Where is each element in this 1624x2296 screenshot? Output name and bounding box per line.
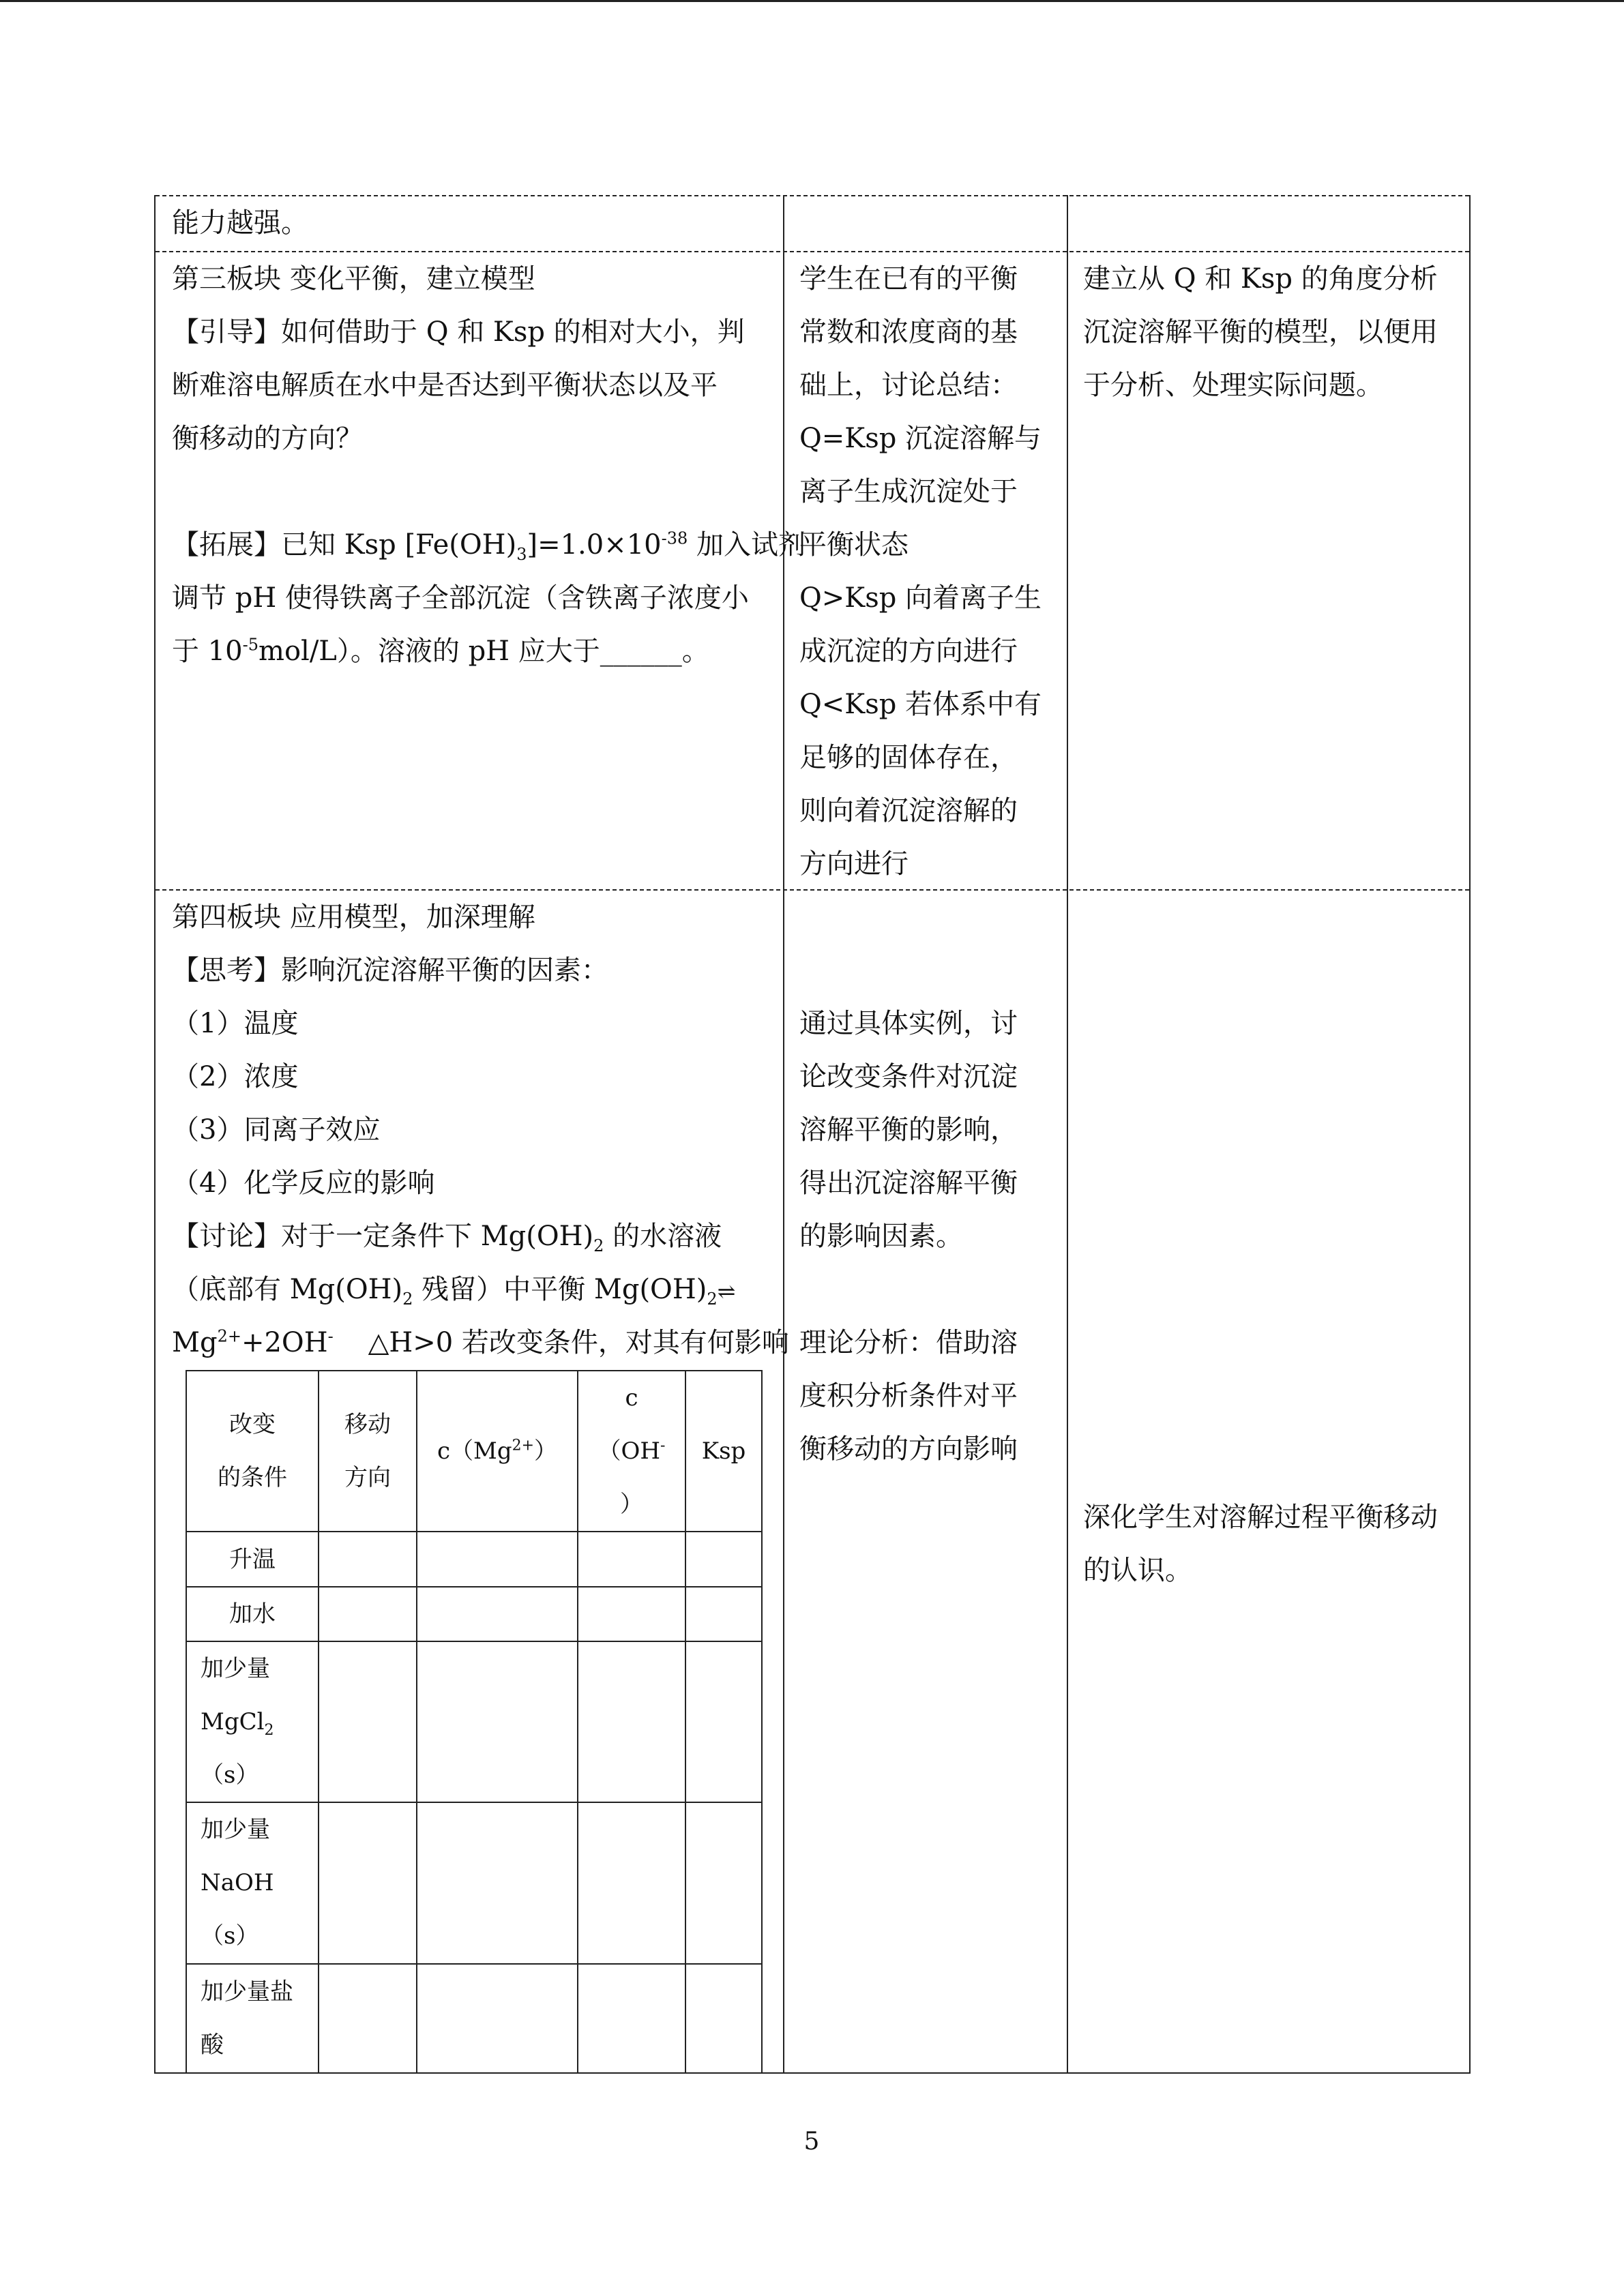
factor-item: （2）浓度 bbox=[172, 1061, 299, 1092]
student-line: 础上，讨论总结： bbox=[799, 370, 1018, 401]
intent-line: 深化学生对溶解过程平衡移动 bbox=[1083, 1502, 1438, 1533]
table-row bbox=[186, 1532, 762, 1586]
factor-item: （4）化学反应的影响 bbox=[172, 1167, 435, 1199]
student-line: Q=Ksp 沉淀溶解与 bbox=[799, 423, 1042, 454]
lesson-plan-table bbox=[154, 195, 1471, 2074]
condition-cell: 加少量 MgCl$_2$ （s） bbox=[186, 1641, 319, 1802]
student-line: 离子生成沉淀处于 bbox=[799, 476, 1018, 507]
answer-cell bbox=[578, 1587, 685, 1641]
answer-cell bbox=[417, 1587, 578, 1641]
student-line: 衡移动的方向影响 bbox=[799, 1433, 1018, 1465]
header-move-direction: 移动 方向 bbox=[319, 1371, 417, 1532]
answer-cell bbox=[685, 1641, 762, 1802]
page-top-border bbox=[0, 0, 1624, 2]
intent-line: 沉淀溶解平衡的模型，以便用 bbox=[1083, 316, 1438, 348]
header-ksp: Ksp bbox=[685, 1371, 762, 1532]
answer-cell bbox=[578, 1964, 685, 2073]
answer-cell bbox=[578, 1532, 685, 1586]
discuss-line-2: （底部有 $Mg(OH)_2$ 残留）中平衡 $Mg(OH)_2\rightleftharpoons$ bbox=[172, 1263, 735, 1318]
extension-line-3: 于 $10^{-5}mol/L$）。溶液的 pH 应大于______。 bbox=[172, 635, 709, 667]
answer-cell bbox=[417, 1532, 578, 1586]
answer-cell bbox=[685, 1532, 762, 1586]
student-line: 论改变条件对沉淀 bbox=[799, 1061, 1018, 1092]
conditions-table bbox=[186, 1370, 763, 2074]
student-line: Q<Ksp 若体系中有 bbox=[799, 689, 1042, 720]
student-line: 足够的固体存在， bbox=[799, 742, 1018, 773]
student-line: 平衡状态 bbox=[799, 529, 909, 561]
condition-cell: 升温 bbox=[186, 1532, 319, 1586]
factor-item: （1）温度 bbox=[172, 1008, 299, 1039]
answer-cell bbox=[417, 1964, 578, 2073]
intent-line: 于分析、处理实际问题。 bbox=[1083, 370, 1383, 401]
table-row bbox=[186, 1641, 762, 1802]
student-line: 溶解平衡的影响， bbox=[799, 1114, 1018, 1146]
table-header-row bbox=[186, 1371, 762, 1532]
guide-line-3: 衡移动的方向？ bbox=[172, 423, 363, 454]
extension-line-1: 【拓展】已知 Ksp $[Fe(OH)_3]=1.0\times 10^{-38}$ 加入试剂 bbox=[172, 528, 806, 564]
guide-line-1: 【引导】如何借助于 Q 和 Ksp 的相对大小，判 bbox=[172, 316, 745, 348]
student-line: 学生在已有的平衡 bbox=[799, 263, 1018, 295]
column-divider-1 bbox=[783, 195, 784, 2072]
equilibrium-arrow-icon: ⇌ bbox=[717, 1279, 736, 1304]
section-three-heading: 第三板块 变化平衡，建立模型 bbox=[172, 263, 535, 295]
answer-cell bbox=[417, 1802, 578, 1963]
header-change-condition: 改变 的条件 bbox=[186, 1371, 319, 1532]
student-line: 理论分析：借助溶 bbox=[799, 1327, 1018, 1358]
answer-cell bbox=[685, 1802, 762, 1963]
condition-cell: 加少量 NaOH （s） bbox=[186, 1802, 319, 1963]
student-line: 方向进行 bbox=[799, 848, 909, 880]
factor-item: （3）同离子效应 bbox=[172, 1114, 381, 1146]
table-row bbox=[186, 1587, 762, 1641]
answer-cell bbox=[319, 1587, 417, 1641]
header-c-mg: $c(Mg^{2+})$ bbox=[417, 1371, 578, 1532]
table-top-border bbox=[156, 195, 1469, 196]
column-divider-2 bbox=[1067, 195, 1068, 2072]
guide-line-2: 断难溶电解质在水中是否达到平衡状态以及平 bbox=[172, 370, 718, 401]
answer-cell bbox=[578, 1802, 685, 1963]
answer-cell bbox=[319, 1802, 417, 1963]
table-row bbox=[186, 1964, 762, 2073]
student-line: 的影响因素。 bbox=[799, 1221, 963, 1252]
intent-line: 的认识。 bbox=[1083, 1555, 1192, 1586]
answer-cell bbox=[319, 1532, 417, 1586]
answer-cell bbox=[578, 1641, 685, 1802]
table-row bbox=[186, 1802, 762, 1963]
answer-cell bbox=[319, 1964, 417, 2073]
student-line: 通过具体实例，讨 bbox=[799, 1008, 1018, 1039]
student-line: 度积分析条件对平 bbox=[799, 1380, 1018, 1412]
student-line: 常数和浓度商的基 bbox=[799, 316, 1018, 348]
think-line: 【思考】影响沉淀溶解平衡的因素： bbox=[172, 955, 608, 986]
extension-line-2: 调节 pH 使得铁离子全部沉淀（含铁离子浓度小 bbox=[172, 582, 749, 614]
answer-cell bbox=[685, 1964, 762, 2073]
student-line: 则向着沉淀溶解的 bbox=[799, 795, 1018, 826]
condition-cell: 加少量盐 酸 bbox=[186, 1964, 319, 2073]
student-line: 得出沉淀溶解平衡 bbox=[799, 1167, 1018, 1199]
header-c-oh: c （OH- ） bbox=[578, 1371, 685, 1532]
answer-cell bbox=[685, 1587, 762, 1641]
student-line: 成沉淀的方向进行 bbox=[799, 636, 1018, 667]
student-line: Q>Ksp 向着离子生 bbox=[799, 582, 1042, 614]
answer-cell bbox=[417, 1641, 578, 1802]
section-four-heading: 第四板块 应用模型，加深理解 bbox=[172, 901, 535, 933]
intent-line: 建立从 Q 和 Ksp 的角度分析 bbox=[1083, 263, 1438, 295]
answer-cell bbox=[319, 1641, 417, 1802]
discuss-line-1: 【讨论】对于一定条件下 $Mg(OH)_2$ 的水溶液 bbox=[172, 1221, 722, 1255]
row0-text: 能力越强。 bbox=[172, 207, 308, 239]
discuss-line-3: $Mg^{2+}+2OH^-$ △H>0 若改变条件，对其有何影响 bbox=[172, 1326, 789, 1358]
page-number: 5 bbox=[803, 2128, 820, 2156]
condition-cell: 加水 bbox=[186, 1587, 319, 1641]
